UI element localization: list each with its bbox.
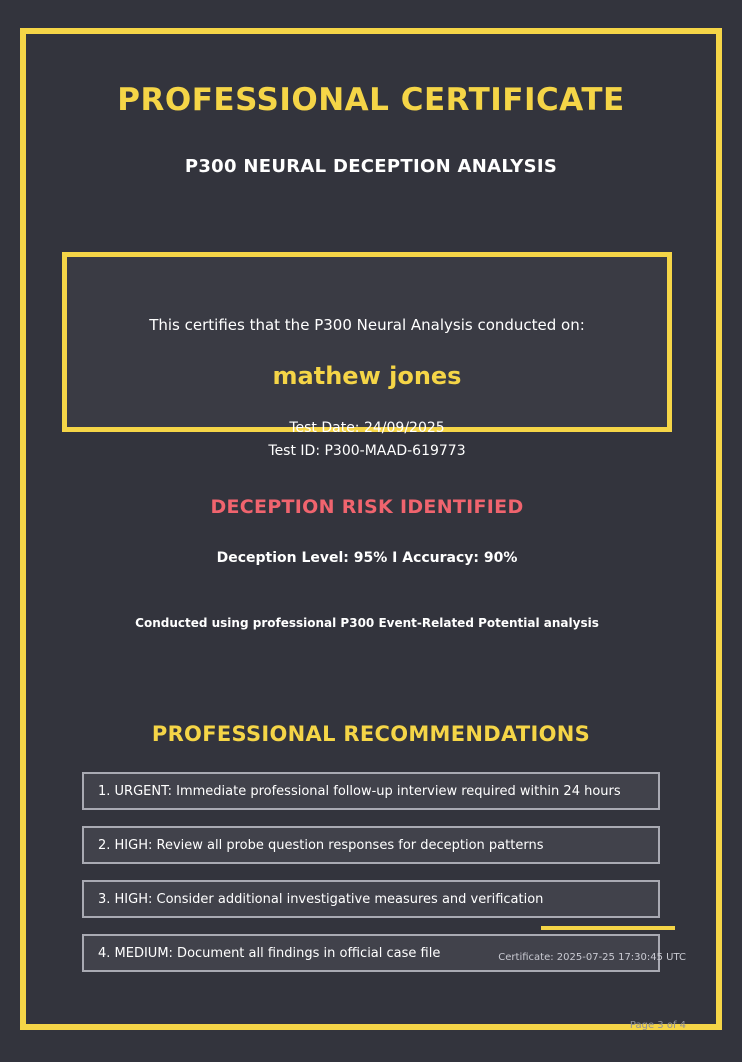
status-badge: DECEPTION RISK IDENTIFIED <box>210 496 524 518</box>
recommendation-text: 4. MEDIUM: Document all findings in official case file <box>98 945 441 961</box>
list-item <box>82 826 660 864</box>
test-date: Test Date: 24/09/2025 <box>289 420 445 436</box>
recommendations-heading: PROFESSIONAL RECOMMENDATIONS <box>151 722 591 746</box>
page-title: PROFESSIONAL CERTIFICATE <box>117 82 625 118</box>
accent-divider <box>541 926 675 930</box>
test-id: Test ID: P300-MAAD-619773 <box>268 443 466 459</box>
method-note: Conducted using professional P300 Event-Related Potential analysis <box>135 616 599 630</box>
recommendation-text: 1. URGENT: Immediate professional follow-up interview required within 24 hours <box>98 783 621 799</box>
certificate-stamp: Certificate: 2025-07-25 17:30:45 UTC <box>498 952 686 963</box>
subject-name: mathew jones <box>272 362 462 390</box>
metrics-line: Deception Level: 95% I Accuracy: 90% <box>216 550 518 566</box>
certificate-content <box>36 44 706 1031</box>
page-subtitle: P300 NEURAL DECEPTION ANALYSIS <box>184 156 558 177</box>
list-item <box>82 772 660 810</box>
recommendation-text: 3. HIGH: Consider additional investigative measures and verification <box>98 891 544 907</box>
page-number: Page 3 of 4 <box>629 1020 686 1031</box>
recommendation-text: 2. HIGH: Review all probe question responses for deception patterns <box>98 837 544 853</box>
certificate-details <box>62 252 672 682</box>
certifies-line: This certifies that the P300 Neural Analysis conducted on: <box>149 316 585 334</box>
list-item <box>82 880 660 918</box>
